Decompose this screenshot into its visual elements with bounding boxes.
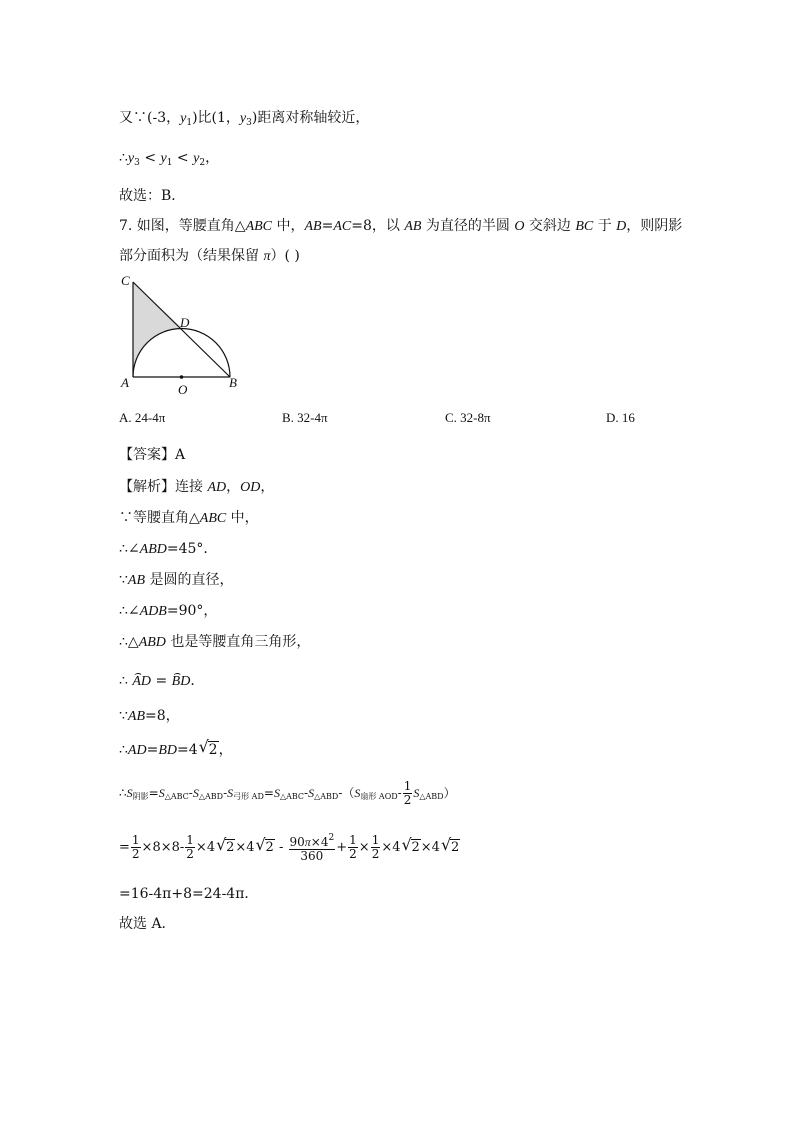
- label-d: D: [180, 315, 190, 330]
- answer-line: 【答案】A: [119, 447, 186, 463]
- analysis-line: ∴∠ABD=45°．: [119, 541, 218, 557]
- analysis-line: ∴∠ADB=90°，: [119, 603, 218, 619]
- option-b: B. 32-4π: [282, 410, 328, 425]
- question-text: 部分面积为（结果保留 π）( ): [119, 248, 300, 264]
- text-line: 又∵(-3，$y_1$)比(1，$y_3$)距离对称轴较近，: [119, 110, 370, 128]
- analysis-line: =16-4π+8=24-4π．: [119, 886, 259, 902]
- option-d: D. 16: [606, 410, 635, 425]
- text-line: 故选：B．: [119, 188, 186, 204]
- analysis-line: ∵AB 是圆的直径，: [119, 572, 234, 588]
- question-text: 7. 如图，等腰直角△ABC 中，AB=AC=8，以 AB 为直径的半圆 O 交斜边 BC 于 D，则阴影: [119, 218, 683, 234]
- analysis-line: ∵等腰直角△ABC 中，: [119, 510, 259, 526]
- analysis-line: ∴△ABD 也是等腰直角三角形，: [119, 634, 311, 650]
- analysis-formula: = $\frac{1}{2}$ ×8×8- $\frac{1}{2}$ ×4√ 2×4√ 2 - $\frac{90\pi\times 4^2}{360}$ + $\frac{1}{2}$ × $\frac{1}{2}$ ×4√ 2×4√ 2: [119, 832, 460, 863]
- analysis-line: 故选 A．: [119, 916, 176, 932]
- label-b: B: [229, 375, 237, 390]
- analysis-line: ∴AD=BD=4√ 2，: [119, 740, 233, 761]
- label-a: A: [121, 375, 129, 390]
- option-c: C. 32-8π: [445, 410, 491, 425]
- label-o: O: [178, 382, 188, 397]
- option-a: A. 24-4π: [119, 410, 166, 425]
- analysis-formula: ∴S阴影=S△ABC-S△ABD-S弓形 AD=S△ABC-S△ABD-（S扇形 AOD- $\frac{1}{2}$ S△ABD）: [119, 779, 456, 807]
- analysis-line: ∵AB=8，: [119, 708, 180, 724]
- geometry-figure: [110, 268, 250, 400]
- center-point: [180, 375, 184, 379]
- analysis-line: ∴ ⌢ AD = ⌢ BD．: [119, 671, 204, 692]
- analysis-line: 【解析】连接 AD，OD，: [119, 479, 275, 495]
- label-c: C: [121, 273, 130, 288]
- text-line: $\therefore y_3 < y_1 < y_2$，: [119, 150, 220, 168]
